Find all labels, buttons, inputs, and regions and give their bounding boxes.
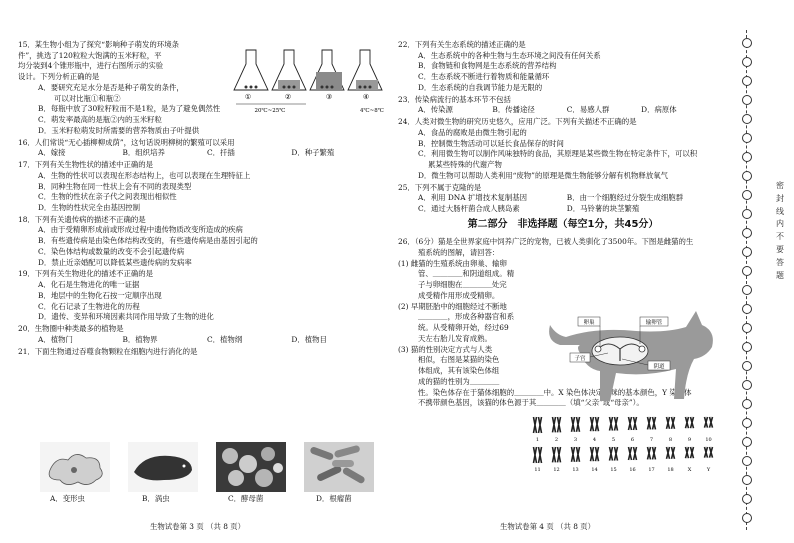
binding-hole	[742, 513, 752, 523]
q24-option: C．利用微生物可以制作风味独特的食品，其原理是某些微生物在特定条件下，可以积	[418, 149, 698, 159]
chromosome-number: 6	[630, 437, 635, 443]
q17-option: A．生物的性状可以表现在形态结构上，也可以表现在生理特征上	[38, 170, 251, 180]
cat-label-vagina: 阴道	[653, 364, 665, 370]
binding-hole	[742, 209, 752, 219]
q16-option-c: C．扦插	[206, 148, 235, 158]
question-23	[398, 95, 728, 116]
q23-option-d: D．病原体	[641, 105, 677, 115]
chromosome-pair	[629, 447, 637, 460]
binding-hole	[742, 247, 752, 257]
chromosome-pair	[705, 417, 713, 428]
page-footer-left: 生物试卷第 3 页 （共 8 页）	[150, 522, 246, 531]
q24-option: D．微生物可以帮助人类利用“废物”的原理是微生物能够分解有机物释放氧气	[418, 170, 668, 180]
binding-hole	[742, 76, 752, 86]
q26-intro: 26．（6分）猫是全世界家庭中饲养广泛的宠物，已被人类驯化了3500年。下图是雌猫的生	[398, 237, 694, 247]
chromosome-number: X	[687, 467, 692, 473]
chromosome-number: 8	[668, 437, 673, 443]
chromosome-pair	[534, 447, 542, 463]
q23-option-a: A．传染源	[418, 105, 453, 115]
chromosome-number: 13	[572, 467, 579, 473]
chromosome-pair	[629, 417, 637, 430]
q15-line: 件”，挑选了120粒粒大饱满的玉米籽粒，平	[18, 50, 162, 60]
q18-option: B．有些遗传病是由染色体结构改变的，有些遗传病是由基因引起的	[38, 236, 258, 246]
q24-option: B．控制微生物活动可以延长食品保存的时间	[418, 138, 564, 148]
q16-option-b: B．组织培养	[122, 148, 165, 158]
seal-char: 密	[776, 181, 784, 190]
binding-hole	[742, 361, 752, 371]
flask-label-2: ②	[284, 93, 292, 101]
chromosome-pair	[572, 447, 580, 462]
question-16	[18, 138, 390, 159]
seal-char: 要	[776, 244, 784, 254]
q26-part1: 管、＿＿＿＿和阴道组成。精	[418, 269, 515, 279]
q20-stem: 20．生物圈中种类最多的植物是	[18, 324, 124, 334]
binding-hole	[742, 38, 752, 48]
q17-option: B．同种生物在同一性状上会有不同的表现类型	[38, 181, 192, 191]
question-24	[398, 117, 728, 181]
question-19	[18, 269, 390, 323]
chromosome-number: 17	[648, 467, 655, 473]
cat-label-ovary: 卵巢	[583, 320, 595, 326]
q26-part2: (2) 早期胚胎中的细胞经过不断地	[398, 301, 507, 311]
q16-stem: 16．人们常说“无心插柳柳成荫”，这句话说明柳树的繁殖可以采用	[18, 137, 235, 147]
q21-option-d: D．根瘤菌	[316, 494, 352, 503]
q20-option-c: C．植物纲	[206, 334, 243, 344]
chromosome-pair	[610, 417, 618, 431]
chromosome-number: 14	[591, 467, 598, 473]
q15-line: 均分装到4个锥形瓶中，进行右图所示的实验	[18, 61, 164, 71]
q17-option: C．生物的性状在亲子代之间表现出相似性	[38, 192, 177, 202]
q21-option-a: A．变形虫	[50, 494, 85, 503]
q17-stem: 17．下列有关生物性状的描述中正确的是	[18, 160, 154, 170]
chromosome-number: 5	[611, 437, 616, 443]
q24-option: A．食品的腐败是由微生物引起的	[418, 127, 527, 137]
q20-option-b: B．植物界	[122, 334, 158, 344]
q19-option: C．化石记录了生物进化的历程	[38, 301, 140, 311]
q26-part3: 成的猫的性别为＿＿＿＿	[418, 376, 500, 386]
q25-option-d: D．马铃薯的块茎繁殖	[566, 204, 640, 214]
question-25	[398, 183, 728, 215]
seal-warning	[775, 180, 785, 282]
chromosome-number: 11	[534, 467, 541, 473]
chromosome-pair	[534, 417, 542, 433]
section-heading: 第二部分 非选择题（每空1分，共45分）	[467, 218, 659, 230]
cat-label-uterus: 子宫	[574, 356, 586, 362]
chromosome-pair	[705, 447, 713, 458]
seal-char: 封	[776, 193, 784, 203]
chromosome-number: 2	[554, 437, 559, 443]
binding-hole	[742, 304, 752, 314]
question-21	[18, 347, 390, 358]
karyotype-figure	[525, 415, 725, 475]
q24-stem: 24．人类对微生物的研究历史悠久，应用广泛。下列有关描述不正确的是	[398, 117, 637, 127]
q26-part2: 天左右胎儿发育成熟。	[418, 333, 492, 343]
q26-part3: (3) 猫的性别决定方式与人类	[398, 344, 493, 354]
q26-part2: ＿＿＿＿，形成各种器官和系	[418, 312, 515, 322]
chromosome-number: 10	[705, 437, 712, 443]
flask-label-3: ③	[325, 93, 333, 101]
q18-stem: 18．下列有关遗传病的描述不正确的是	[18, 214, 146, 224]
q18-option: A．由于受精卵形成前或形成过程中遗传物质改变所造成的疾病	[38, 225, 243, 235]
chromosome-number: 4	[592, 437, 597, 443]
chromosome-pair	[591, 447, 599, 461]
seal-char: 答	[776, 257, 784, 267]
binding-hole	[742, 494, 752, 504]
q25-stem: 25．下列不属于克隆的是	[398, 182, 482, 192]
q21-option-b: B．涡虫	[142, 494, 170, 503]
q19-option: A．化石是生物进化的唯一证据	[38, 280, 140, 290]
q19-option: B．地层中的生物化石按一定顺序出现	[38, 290, 162, 300]
chromosome-pair	[686, 417, 694, 428]
yeast-image	[216, 442, 286, 492]
q15-line: 15．某生物小组为了探究“影响种子萌发的环境条	[18, 40, 179, 49]
question-18	[18, 215, 390, 269]
flask-label-1: ①	[244, 93, 252, 101]
chromosome-pair	[553, 447, 561, 462]
chromosome-number: 1	[535, 437, 540, 443]
q17-option: D．生物的性状完全由基因控制	[38, 203, 141, 213]
chromosome-pair	[667, 447, 675, 459]
q26-part1: 子与卵细胞在＿＿＿＿处完	[418, 280, 507, 290]
q26-tail: 不携带颜色基因，该猫的体色源于其＿＿＿＿（填“父亲”或“母亲”）。	[418, 398, 644, 408]
q26-intro: 殖系统的图解，请回答：	[418, 247, 500, 257]
q15-option: B．每瓶中放了30粒籽粒而不是1粒，是为了避免偶然性	[38, 104, 221, 114]
q25-option-b: B．由一个细胞经过分裂生成细胞群	[566, 193, 684, 203]
binding-hole	[742, 399, 752, 409]
chromosome-pair	[667, 417, 675, 429]
q22-option: D．生态系统的自我调节能力是无限的	[418, 82, 543, 92]
q22-option: A．生态系统中的各种生物与生态环境之间没有任何关系	[418, 50, 601, 60]
q24-option: 累某些特殊的代谢产物	[428, 160, 502, 170]
binding-hole	[742, 133, 752, 143]
question-22	[398, 40, 728, 94]
q16-option-d: D．种子繁殖	[291, 148, 335, 158]
chromosome-number: 18	[667, 467, 674, 473]
q26-part3: 体组成，其有该染色体组	[418, 366, 500, 376]
amoeba-image	[40, 442, 110, 492]
q26-part1: 成受精作用形成受精卵。	[418, 290, 500, 300]
q22-option: C．生态系统不断进行着物质和能量循环	[418, 72, 550, 82]
q19-option: D．遗传、变异和环境因素共同作用导致了生物的进化	[38, 312, 214, 322]
binding-hole	[742, 323, 752, 333]
q23-option-c: C．易感人群	[566, 105, 610, 115]
flask-label-4: ④	[362, 93, 370, 101]
q23-stem: 23．传染病流行的基本环节不包括	[398, 94, 511, 104]
binding-hole	[742, 152, 752, 162]
q26-part2: 统。从受精卵开始，经过69	[418, 323, 509, 333]
chromosome-pair	[686, 447, 694, 458]
q21-option-c: C．酵母菌	[228, 494, 264, 503]
binding-hole	[742, 95, 752, 105]
q20-option-a: A．植物门	[38, 334, 73, 344]
chromosome-number: 3	[573, 437, 578, 443]
binding-hole	[742, 475, 752, 485]
page-footer-right: 生物试卷第 4 页 （共 8 页）	[500, 522, 596, 531]
binding-hole	[742, 437, 752, 447]
binding-hole	[742, 418, 752, 428]
chromosome-pair	[610, 447, 618, 461]
rhizobia-image	[304, 442, 374, 492]
seed-flask-figure	[232, 44, 390, 116]
seal-dashed-line	[746, 30, 747, 530]
q26-tail: 性。染色体存在于猫体细胞的＿＿＿＿中。X 染色体决定猫咪的基本颜色，Y 染色体	[418, 387, 692, 397]
q22-stem: 22．下列有关生态系统的描述正确的是	[398, 40, 526, 49]
binding-hole	[742, 171, 752, 181]
q23-option-b: B．传播途径	[492, 105, 535, 115]
binding-hole	[742, 114, 752, 124]
chromosome-pair	[648, 447, 656, 459]
binding-hole	[742, 342, 752, 352]
question-20	[18, 324, 390, 345]
chromosome-number: 7	[649, 437, 654, 443]
binding-hole	[742, 285, 752, 295]
temp-label-cold: 4℃~8℃	[360, 108, 384, 114]
chromosome-number: 9	[687, 437, 692, 443]
binding-hole	[742, 228, 752, 238]
seal-char: 内	[776, 219, 784, 229]
question-17	[18, 160, 390, 214]
binding-hole	[742, 57, 752, 67]
planarian-image	[128, 442, 198, 492]
q15-option: D．玉米籽粒萌发时所需要的营养物质由子叶提供	[38, 125, 200, 135]
cat-reproductive-figure	[540, 305, 730, 415]
chromosome-pair	[553, 417, 561, 432]
chromosome-pair	[572, 417, 580, 432]
seal-char: 题	[776, 270, 784, 280]
q18-option: D．禁止近亲婚配可以降低某些遗传病的发病率	[38, 257, 192, 267]
q21-images	[40, 442, 380, 502]
seal-char: 线	[776, 206, 784, 216]
q21-stem: 21．下面生物通过吞噬食物颗粒在细胞内进行消化的是	[18, 346, 198, 356]
q15-option: C．萌发率最高的是瓶②内的玉米籽粒	[38, 115, 162, 125]
q26-part1: (1) 雌猫的生殖系统由卵巢、输卵	[398, 258, 507, 268]
binding-hole	[742, 456, 752, 466]
temp-label-warm: 20℃~25℃	[254, 108, 286, 114]
binding-hole	[742, 190, 752, 200]
cat-label-oviduct: 输卵管	[645, 320, 663, 326]
q15-line: 设计。下列分析正确的是	[18, 72, 100, 82]
q25-option-c: C．通过大肠杆菌合成人胰岛素	[418, 204, 520, 214]
q26-part3: 相似，右图是某猫的染色	[418, 355, 500, 365]
q15-option: 可以对比瓶①和瓶②	[54, 93, 121, 103]
q19-stem: 19．下列有关生物进化的描述不正确的是	[18, 269, 154, 279]
binding-hole	[742, 380, 752, 390]
q15-option: A．要研究充足水分是否是种子萌发的条件，	[38, 82, 184, 92]
chromosome-number: 15	[610, 467, 617, 473]
q25-option-a: A．利用 DNA 扩增技术复制基因	[418, 193, 528, 203]
binding-hole	[742, 266, 752, 276]
seal-char: 不	[776, 232, 784, 242]
chromosome-pair	[648, 417, 656, 429]
chromosome-number: 12	[553, 467, 560, 473]
q18-option: C．染色体结构或数量的改变不会引起遗传病	[38, 246, 185, 256]
q16-option-a: A．嫁接	[38, 148, 66, 158]
chromosome-pair	[591, 417, 599, 431]
chromosome-number: 16	[629, 467, 636, 473]
chromosome-number: Y	[706, 467, 711, 473]
q20-option-d: D．植物目	[291, 334, 327, 344]
q22-option: B．食物链和食物网是生态系统的营养结构	[418, 61, 557, 71]
